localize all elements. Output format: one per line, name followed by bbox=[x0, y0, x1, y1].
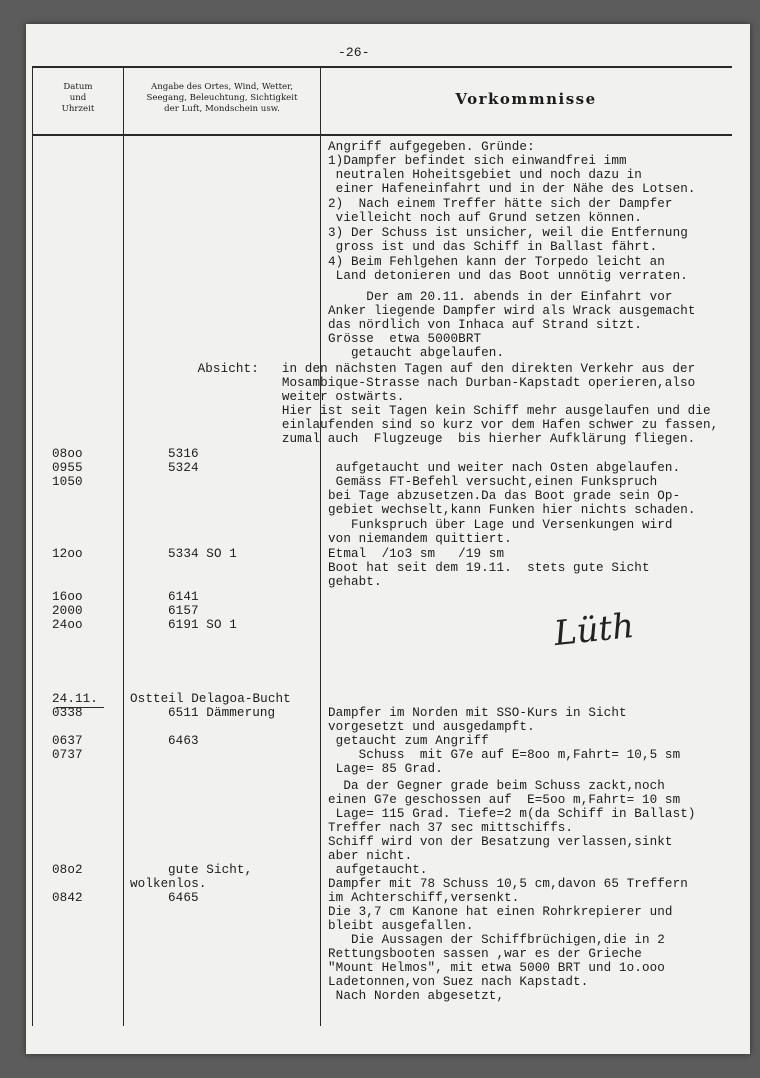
entry-text-c3: neutralen Hoheitsgebiet und noch dazu in bbox=[328, 168, 642, 182]
entry-text-c3: getaucht abgelaufen. bbox=[328, 346, 505, 360]
entry-date-c1: 2000 bbox=[52, 604, 83, 618]
header-col1-line2: und bbox=[69, 93, 87, 103]
entry-text-c3: Dampfer mit 78 Schuss 10,5 cm,davon 65 Treffern bbox=[328, 877, 688, 891]
col1-divider bbox=[123, 66, 124, 1026]
header-bottom-rule bbox=[32, 134, 732, 136]
entry-text-c3: aber nicht. bbox=[328, 849, 413, 863]
header-col2-line1: Angabe des Ortes, Wind, Wetter, bbox=[150, 82, 293, 92]
entry-text-c3: gebiet wechselt,kann Funken hier nichts schaden. bbox=[328, 503, 696, 517]
entry-text-c3: im Achterschiff,versenkt. bbox=[328, 891, 520, 905]
entry-place-c2: Ostteil Delagoa-Bucht bbox=[130, 692, 291, 706]
entry-text-c3: Lage= 85 Grad. bbox=[328, 762, 443, 776]
entry-date-c1: 08oo bbox=[52, 447, 83, 461]
entry-text-c3: Die Aussagen der Schiffbrüchigen,die in 2 bbox=[328, 933, 665, 947]
entry-date-c1: 0842 bbox=[52, 891, 83, 905]
entry-text-c3: gross ist und das Schiff in Ballast fährt. bbox=[328, 240, 658, 254]
entry-date-c1: 0955 bbox=[52, 461, 83, 475]
entry-date-c1: 08o2 bbox=[52, 863, 83, 877]
entry-text-c3: Ladetonnen,von Suez nach Kapstadt. bbox=[328, 975, 589, 989]
entry-text-c3: Land detonieren und das Boot unnötig verraten. bbox=[328, 269, 688, 283]
entry-text-c3: einer Hafeneinfahrt und in der Nähe des Lotsen. bbox=[328, 182, 696, 196]
entry-place-c2: 5334 SO 1 bbox=[168, 547, 237, 561]
entry-date-c1: 24oo bbox=[52, 618, 83, 632]
entry-text-c3: aufgetaucht. bbox=[328, 863, 428, 877]
entry-text-c3: einen G7e geschossen auf E=5oo m,Fahrt= 10 sm bbox=[328, 793, 681, 807]
header-col1-line1: Datum bbox=[63, 82, 93, 92]
entry-place-c2: 6463 bbox=[168, 734, 199, 748]
entry-text-c3: Angriff aufgegeben. Gründe: bbox=[328, 140, 535, 154]
entry-text-c3: 1)Dampfer befindet sich einwandfrei imm bbox=[328, 154, 627, 168]
left-border bbox=[32, 66, 33, 1026]
entry-text-c3: Etmal /1o3 sm /19 sm bbox=[328, 547, 505, 561]
header-col2-line2: Seegang, Beleuchtung, Sichtigkeit bbox=[146, 93, 298, 103]
entry-text-c3: Schiff wird von der Besatzung verlassen,sinkt bbox=[328, 835, 673, 849]
entry-place-c2: Absicht: in den nächsten Tagen auf den direkten Verkehr aus der bbox=[144, 362, 696, 376]
header-col2 bbox=[124, 82, 320, 115]
entry-text-c3: Lage= 115 Grad. Tiefe=2 m(da Schiff in Ballast) bbox=[328, 807, 696, 821]
entry-place-c2: 5324 bbox=[168, 461, 199, 475]
entry-place-c2: wolkenlos. bbox=[130, 877, 207, 891]
entry-text-c3: Funkspruch über Lage und Versenkungen wird bbox=[328, 518, 673, 532]
entry-text-c3: Boot hat seit dem 19.11. stets gute Sicht bbox=[328, 561, 650, 575]
entry-text-c3: Gemäss FT-Befehl versucht,einen Funkspruch bbox=[328, 475, 658, 489]
entry-place-c2: weiter ostwärts. bbox=[144, 390, 405, 404]
entry-date-c1: 24.11. bbox=[52, 692, 98, 706]
entry-date-c1: 1050 bbox=[52, 475, 83, 489]
entry-date-c1: 12oo bbox=[52, 547, 83, 561]
header-col2-line3: der Luft, Mondschein usw. bbox=[164, 104, 280, 114]
entry-text-c3: das nördlich von Inhaca auf Strand sitzt. bbox=[328, 318, 642, 332]
entry-date-c1: 0737 bbox=[52, 748, 83, 762]
entry-text-c3: Die 3,7 cm Kanone hat einen Rohrkrepierer und bbox=[328, 905, 673, 919]
entry-text-c3: Dampfer im Norden mit SSO-Kurs in Sicht bbox=[328, 706, 627, 720]
entry-text-c3: von niemandem quittiert. bbox=[328, 532, 512, 546]
entry-text-c3: "Mount Helmos", mit etwa 5000 BRT und 1o.ooo bbox=[328, 961, 665, 975]
entry-text-c3: 4) Beim Fehlgehen kann der Torpedo leicht an bbox=[328, 255, 665, 269]
entry-date-c1: 16oo bbox=[52, 590, 83, 604]
entry-place-c2: gute Sicht, bbox=[168, 863, 253, 877]
entry-text-c3: Nach Norden abgesetzt, bbox=[328, 989, 505, 1003]
header-col3: Vorkommnisse bbox=[455, 90, 597, 108]
entry-text-c3: vielleicht noch auf Grund setzen können. bbox=[328, 211, 642, 225]
entry-place-c2: einlaufenden sind so kurz vor dem Hafen schwer zu fassen, bbox=[144, 418, 719, 432]
entry-text-c3: 2) Nach einem Treffer hätte sich der Dampfer bbox=[328, 197, 673, 211]
entry-place-c2: zumal auch Flugzeuge bis hierher Aufklärung fliegen. bbox=[144, 432, 696, 446]
entry-text-c3: bei Tage abzusetzen.Da das Boot grade sein Op- bbox=[328, 489, 681, 503]
entry-text-c3: Rettungsbooten sassen ,war es der Grieche bbox=[328, 947, 642, 961]
entry-text-c3: vorgesetzt und ausgedampft. bbox=[328, 720, 535, 734]
col2-divider bbox=[320, 66, 321, 1026]
entry-text-c3: Treffer nach 37 sec mittschiffs. bbox=[328, 821, 574, 835]
entry-place-c2: 6191 SO 1 bbox=[168, 618, 237, 632]
header-col1-line3: Uhrzeit bbox=[61, 104, 95, 114]
entry-text-c3: aufgetaucht und weiter nach Osten abgelaufen. bbox=[328, 461, 681, 475]
entry-place-c2: 6141 bbox=[168, 590, 199, 604]
header-col1 bbox=[34, 82, 122, 115]
entry-date-c1: 0637 bbox=[52, 734, 83, 748]
header-top-rule bbox=[32, 66, 732, 68]
log-page bbox=[26, 24, 750, 1054]
entry-place-c2: 5316 bbox=[168, 447, 199, 461]
entry-text-c3: bleibt ausgefallen. bbox=[328, 919, 474, 933]
entry-text-c3: Der am 20.11. abends in der Einfahrt vor bbox=[328, 290, 673, 304]
entry-text-c3: getaucht zum Angriff bbox=[328, 734, 489, 748]
entry-place-c2: 6465 bbox=[168, 891, 199, 905]
signature: Lüth bbox=[552, 605, 636, 655]
entry-place-c2: 6157 bbox=[168, 604, 199, 618]
entry-date-c1: 0338 bbox=[52, 706, 83, 720]
entry-text-c3: Grösse etwa 5000BRT bbox=[328, 332, 482, 346]
entry-text-c3: Schuss mit G7e auf E=8oo m,Fahrt= 10,5 sm bbox=[328, 748, 681, 762]
entry-text-c3: gehabt. bbox=[328, 575, 382, 589]
entry-place-c2: 6511 Dämmerung bbox=[168, 706, 276, 720]
entry-text-c3: 3) Der Schuss ist unsicher, weil die Entfernung bbox=[328, 226, 688, 240]
page-number: -26- bbox=[338, 45, 370, 60]
entry-text-c3: Anker liegende Dampfer wird als Wrack ausgemacht bbox=[328, 304, 696, 318]
entry-place-c2: Hier ist seit Tagen kein Schiff mehr ausgelaufen und die bbox=[144, 404, 711, 418]
entry-text-c3: Da der Gegner grade beim Schuss zackt,noch bbox=[328, 779, 665, 793]
entry-place-c2: Mosambique-Strasse nach Durban-Kapstadt operieren,also bbox=[144, 376, 696, 390]
